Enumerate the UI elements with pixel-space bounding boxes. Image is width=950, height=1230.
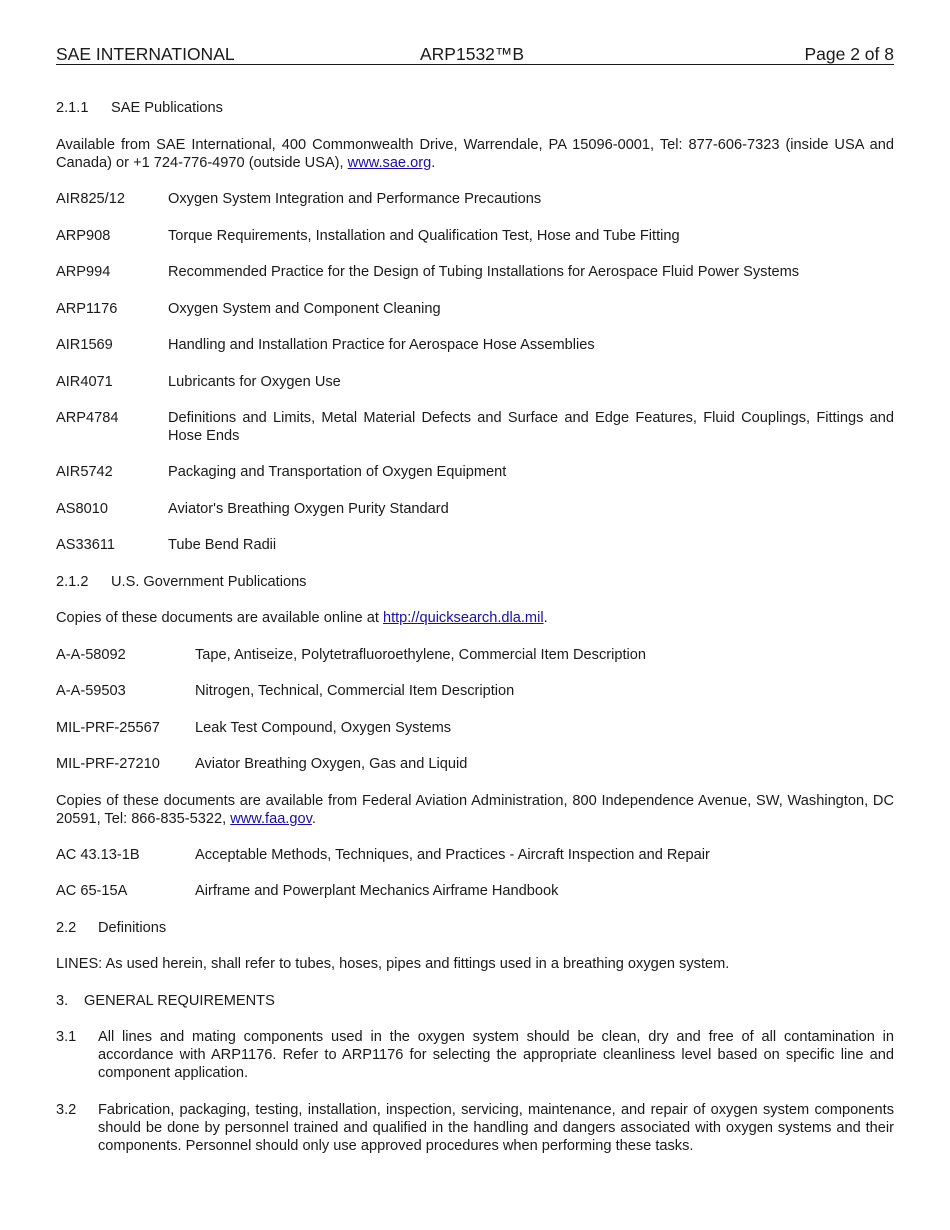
reference-row	[56, 409, 894, 445]
sae-intro-text: Available from SAE International, 400 Commonwealth Drive, Warrendale, PA 15096-0001, Tel: 877-606-7323 (inside USA and Canada) or +1 724-776-4970 (outside USA),	[56, 137, 894, 171]
sae-availability-paragraph	[56, 136, 894, 172]
reference-title: Aviator Breathing Oxygen, Gas and Liquid	[195, 756, 468, 772]
reference-title: Tape, Antiseize, Polytetrafluoroethylene, Commercial Item Description	[195, 647, 646, 663]
reference-id: ARP4784	[56, 410, 119, 426]
section-number: 2.1.2	[56, 574, 89, 590]
reference-id: AIR825/12	[56, 191, 125, 207]
page-header	[56, 44, 894, 65]
reference-row	[56, 500, 894, 518]
reference-row	[56, 227, 894, 245]
reference-id: ARP908	[56, 228, 111, 244]
reference-title: Packaging and Transportation of Oxygen Equipment	[168, 464, 507, 480]
reference-row	[56, 882, 894, 900]
reference-row	[56, 719, 894, 737]
header-org: SAE INTERNATIONAL	[56, 44, 235, 64]
section-number: 2.2	[56, 920, 77, 936]
section-heading-2-2	[56, 919, 894, 937]
item-number: 3.2	[56, 1102, 77, 1118]
header-doc-id: ARP1532™B	[420, 44, 525, 64]
reference-title: Tube Bend Radii	[168, 537, 277, 553]
reference-id: ARP994	[56, 264, 111, 280]
reference-title: Oxygen System Integration and Performance Precautions	[168, 191, 542, 207]
reference-row	[56, 263, 894, 281]
reference-id: AIR1569	[56, 337, 113, 353]
item-number: 3.1	[56, 1029, 77, 1045]
gov-intro-end: .	[543, 610, 548, 626]
reference-title: Handling and Installation Practice for Aerospace Hose Assemblies	[168, 337, 595, 353]
faa-intro-text: Copies of these documents are available from Federal Aviation Administration, 800 Independence Avenue, SW, Washington, DC 20591, Tel: 866-835-5322,	[56, 793, 894, 827]
reference-id: AIR5742	[56, 464, 113, 480]
sae-intro-end: .	[431, 155, 436, 171]
reference-title: Torque Requirements, Installation and Qualification Test, Hose and Tube Fitting	[168, 228, 680, 244]
reference-id: MIL-PRF-25567	[56, 720, 160, 736]
gov-intro-text: Copies of these documents are available online at	[56, 610, 383, 626]
reference-title: Definitions and Limits, Metal Material Defects and Surface and Edge Features, Fluid Couplings, Fittings and Hose Ends	[168, 410, 894, 444]
definition-lines: LINES: As used herein, shall refer to tubes, hoses, pipes and fittings used in a breathing oxygen system.	[56, 956, 730, 972]
reference-row	[56, 755, 894, 773]
reference-id: AS8010	[56, 501, 108, 517]
requirement-item	[56, 1028, 894, 1082]
reference-row	[56, 846, 894, 864]
reference-title: Leak Test Compound, Oxygen Systems	[195, 720, 452, 736]
reference-row	[56, 373, 894, 391]
reference-row	[56, 300, 894, 318]
faa-availability-paragraph	[56, 792, 894, 828]
reference-row	[56, 682, 894, 700]
section-number: 3.	[56, 993, 69, 1009]
requirement-item	[56, 1101, 894, 1155]
section-heading-2-1-1	[56, 99, 894, 117]
faa-website-link[interactable]: www.faa.gov	[230, 811, 312, 827]
reference-id: A-A-58092	[56, 647, 126, 663]
section-title: Definitions	[98, 920, 167, 936]
reference-title: Airframe and Powerplant Mechanics Airframe Handbook	[195, 883, 559, 899]
item-text: Fabrication, packaging, testing, installation, inspection, servicing, maintenance, and repair of oxygen system components should be done by personnel trained and qualified in the handling and dangers associated with oxygen systems and their components. Personnel should only use approved procedures when performing these tasks.	[98, 1102, 894, 1154]
reference-row	[56, 536, 894, 554]
reference-id: AS33611	[56, 537, 115, 553]
reference-id: MIL-PRF-27210	[56, 756, 160, 772]
reference-id: A-A-59503	[56, 683, 126, 699]
section-title: GENERAL REQUIREMENTS	[84, 993, 275, 1009]
section-title: U.S. Government Publications	[111, 574, 307, 590]
item-text: All lines and mating components used in the oxygen system should be clean, dry and free of all contamination in accordance with ARP1176. Refer to ARP1176 for selecting the appropriate cleanliness level based on specific line and component application.	[98, 1029, 894, 1081]
reference-row	[56, 190, 894, 208]
reference-row	[56, 463, 894, 481]
reference-row	[56, 336, 894, 354]
reference-id: ARP1176	[56, 301, 118, 317]
section-heading-3	[56, 992, 894, 1010]
gov-availability-paragraph	[56, 609, 894, 627]
reference-title: Recommended Practice for the Design of Tubing Installations for Aerospace Fluid Power Systems	[168, 264, 800, 280]
reference-id: AIR4071	[56, 374, 113, 390]
quicksearch-link[interactable]: http://quicksearch.dla.mil	[382, 610, 544, 626]
section-heading-2-1-2	[56, 573, 894, 591]
reference-title: Lubricants for Oxygen Use	[168, 374, 341, 390]
reference-id: AC 43.13-1B	[56, 847, 140, 863]
section-title: SAE Publications	[111, 100, 223, 116]
reference-title: Nitrogen, Technical, Commercial Item Description	[195, 683, 515, 699]
reference-title: Acceptable Methods, Techniques, and Practices - Aircraft Inspection and Repair	[195, 847, 710, 863]
sae-website-link[interactable]: www.sae.org	[347, 155, 432, 171]
reference-title: Oxygen System and Component Cleaning	[168, 301, 441, 317]
section-number: 2.1.1	[56, 100, 89, 116]
header-page-number: Page 2 of 8	[804, 44, 894, 64]
reference-title: Aviator's Breathing Oxygen Purity Standard	[168, 501, 449, 517]
reference-id: AC 65-15A	[56, 883, 128, 899]
faa-intro-end: .	[311, 811, 316, 827]
reference-row	[56, 646, 894, 664]
